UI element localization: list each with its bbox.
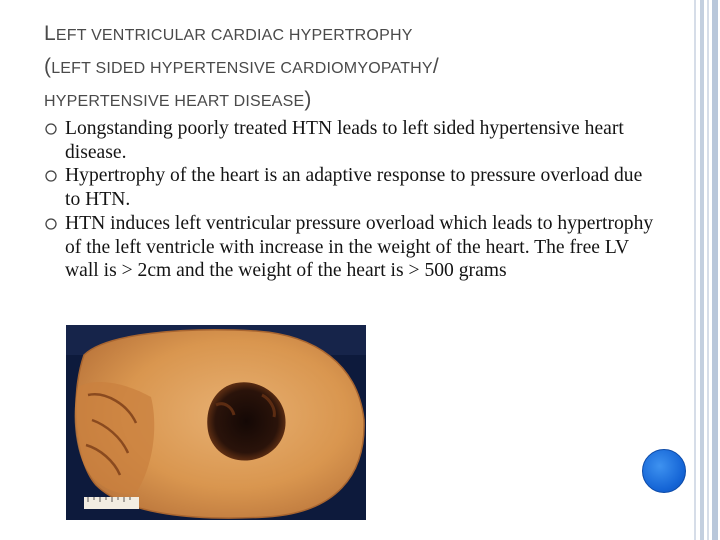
bullet-list — [44, 117, 654, 283]
bullet-text: Longstanding poorly treated HTN leads to left sided hypertensive heart disease. — [65, 118, 624, 163]
bullet-text: Hypertrophy of the heart is an adaptive response to pressure overload due to HTN. — [65, 165, 643, 211]
bullet-item — [44, 164, 654, 211]
decorative-blue-circle — [642, 449, 686, 493]
circle-bullet-icon — [44, 122, 58, 136]
decorative-stripes — [690, 0, 720, 540]
title-line-1: LEFT VENTRICULAR CARDIAC HYPERTROPHY — [44, 22, 413, 45]
bullet-item — [44, 212, 654, 283]
bullet-item — [44, 117, 654, 164]
circle-bullet-icon — [44, 169, 58, 183]
slide-title — [44, 18, 644, 117]
title-line-2: (LEFT SIDED HYPERTENSIVE CARDIOMYOPATHY/ — [44, 55, 439, 78]
heart-cross-section-photo — [66, 325, 366, 520]
bullet-text: HTN induces left ventricular pressure overload which leads to hypertrophy of the left ventricle with increase in the weight of the heart. The free LV wall is > 2cm and the weight of the heart is > 500 grams — [65, 212, 654, 282]
title-line-3: HYPERTENSIVE HEART DISEASE) — [44, 88, 312, 111]
circle-bullet-icon — [44, 217, 58, 231]
